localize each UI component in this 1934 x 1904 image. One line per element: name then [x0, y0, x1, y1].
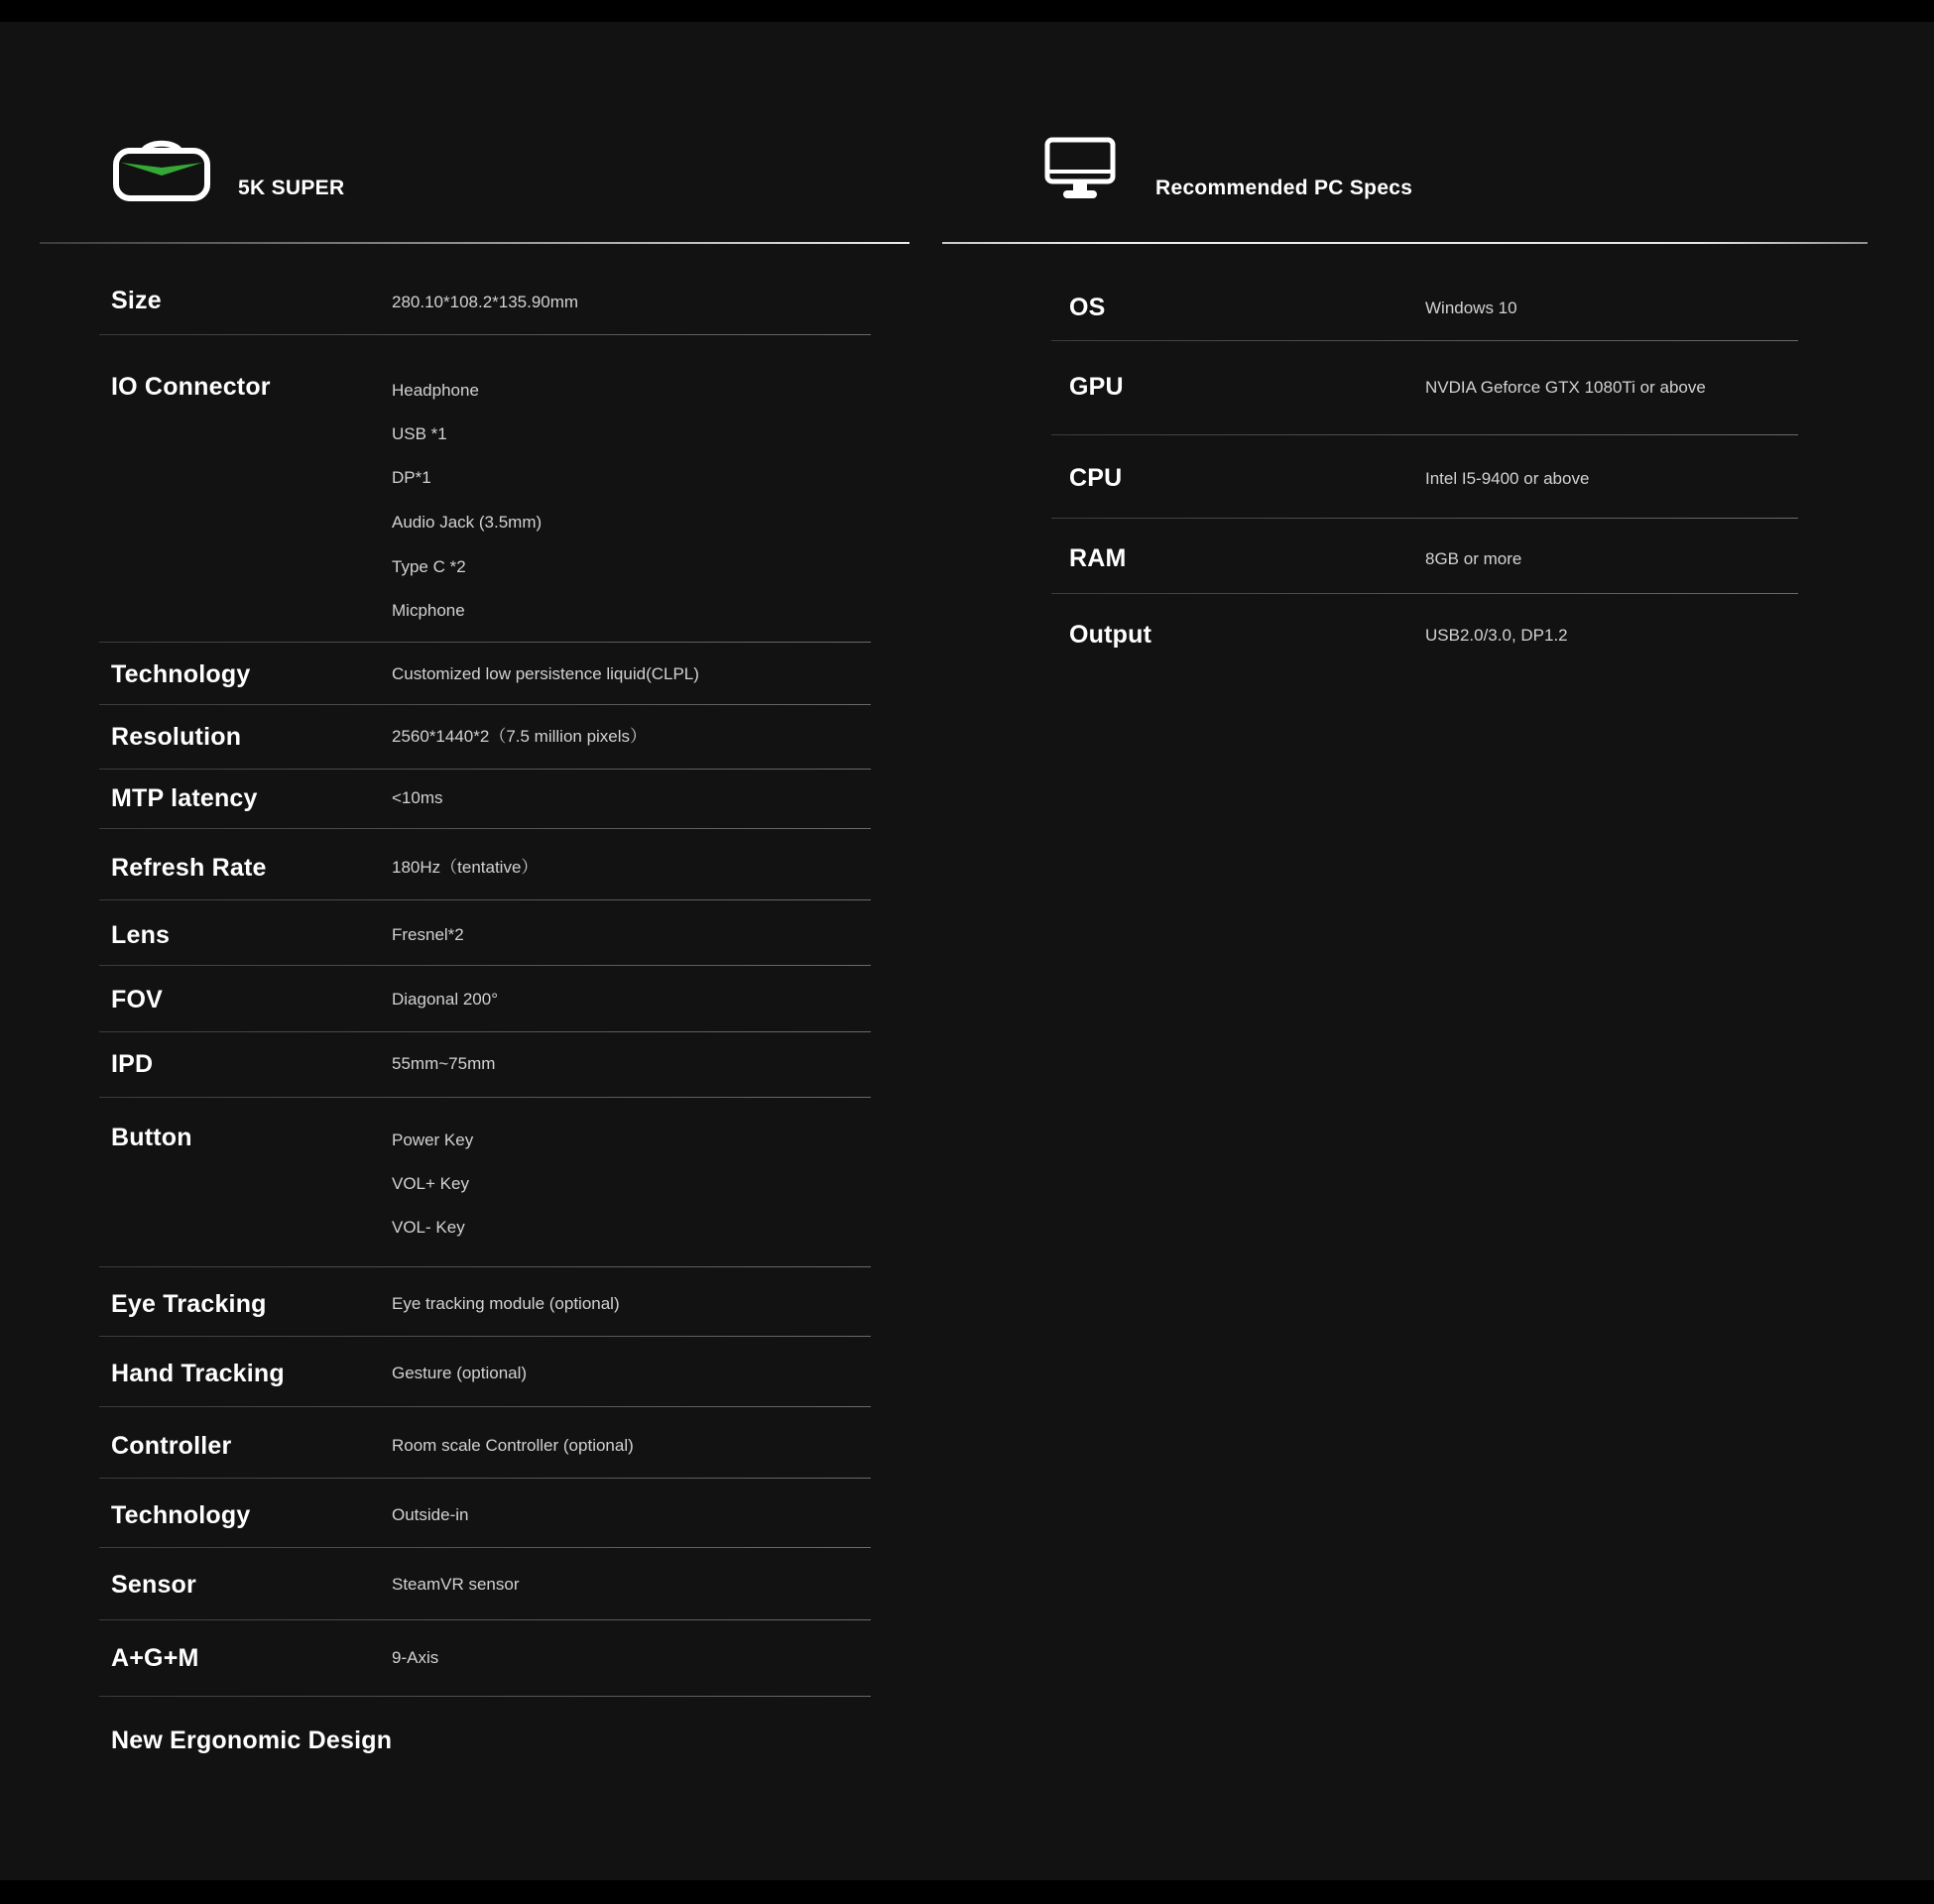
spec-value: Type C *2 — [392, 557, 466, 576]
row-divider — [99, 1406, 871, 1407]
spec-value: VOL- Key — [392, 1218, 465, 1237]
row-divider — [99, 769, 871, 770]
spec-value: VOL+ Key — [392, 1174, 469, 1193]
spec-label-os: OS — [1069, 294, 1106, 321]
row-divider — [99, 899, 871, 900]
row-divider — [1051, 340, 1798, 341]
row-divider — [1051, 593, 1798, 594]
spec-value: Eye tracking module (optional) — [392, 1294, 620, 1313]
spec-value: Customized low persistence liquid(CLPL) — [392, 664, 699, 683]
spec-value: 55mm~75mm — [392, 1054, 496, 1073]
row-divider — [99, 1696, 871, 1697]
spec-value: <10ms — [392, 788, 443, 807]
spec-value: 8GB or more — [1425, 549, 1522, 568]
spec-value: SteamVR sensor — [392, 1575, 520, 1594]
spec-label-output: Output — [1069, 621, 1152, 649]
spec-label-tracking-technology: Technology — [111, 1501, 251, 1529]
spec-label-ipd: IPD — [111, 1050, 154, 1078]
spec-value: Outside-in — [392, 1505, 469, 1524]
spec-label-mtp-latency: MTP latency — [111, 784, 258, 812]
row-divider — [1051, 518, 1798, 519]
spec-value: Windows 10 — [1425, 298, 1517, 317]
pc-specs-table — [1051, 0, 1798, 1904]
row-divider — [99, 828, 871, 829]
spec-label-size: Size — [111, 287, 162, 314]
row-divider — [99, 1478, 871, 1479]
spec-value: NVDIA Geforce GTX 1080Ti or above — [1425, 378, 1706, 397]
spec-label-refresh-rate: Refresh Rate — [111, 854, 267, 882]
spec-value: Power Key — [392, 1130, 474, 1149]
row-divider — [99, 1097, 871, 1098]
spec-value: Gesture (optional) — [392, 1364, 528, 1382]
spec-value: Room scale Controller (optional) — [392, 1436, 634, 1455]
row-divider — [99, 1336, 871, 1337]
spec-value: 280.10*108.2*135.90mm — [392, 293, 579, 311]
row-divider — [99, 1547, 871, 1548]
spec-value: Diagonal 200° — [392, 990, 498, 1009]
spec-label-gpu: GPU — [1069, 373, 1124, 401]
spec-label-technology: Technology — [111, 660, 251, 688]
left-panel-title: 5K SUPER — [238, 177, 345, 199]
row-divider — [99, 704, 871, 705]
spec-label-ram: RAM — [1069, 544, 1127, 572]
spec-value: Micphone — [392, 601, 465, 620]
spec-label-sensor: Sensor — [111, 1571, 196, 1599]
spec-value: USB *1 — [392, 424, 447, 443]
spec-label-cpu: CPU — [1069, 464, 1123, 492]
spec-value: 9-Axis — [392, 1648, 439, 1667]
spec-label-hand-tracking: Hand Tracking — [111, 1360, 285, 1387]
spec-value: Headphone — [392, 381, 479, 400]
spec-value: Audio Jack (3.5mm) — [392, 513, 543, 532]
spec-label-button: Button — [111, 1124, 192, 1151]
row-divider — [99, 965, 871, 966]
headset-spec-table — [99, 0, 871, 1904]
spec-value: USB2.0/3.0, DP1.2 — [1425, 626, 1568, 645]
spec-label-new-ergonomic-design: New Ergonomic Design — [111, 1726, 393, 1754]
row-divider — [99, 334, 871, 335]
spec-label-lens: Lens — [111, 921, 171, 949]
spec-value: 2560*1440*2（7.5 million pixels） — [392, 727, 648, 746]
row-divider — [1051, 434, 1798, 435]
row-divider — [99, 1619, 871, 1620]
spec-label-eye-tracking: Eye Tracking — [111, 1290, 267, 1318]
row-divider — [99, 1031, 871, 1032]
spec-label-resolution: Resolution — [111, 723, 242, 751]
spec-label-controller: Controller — [111, 1432, 232, 1460]
spec-label-fov: FOV — [111, 986, 163, 1013]
row-divider — [99, 1266, 871, 1267]
spec-label-io-connector: IO Connector — [111, 373, 271, 401]
spec-label-agm: A+G+M — [111, 1644, 199, 1672]
row-divider — [99, 642, 871, 643]
spec-value: 180Hz（tentative） — [392, 858, 539, 877]
right-panel-title: Recommended PC Specs — [1155, 177, 1413, 199]
spec-value: Fresnel*2 — [392, 925, 464, 944]
spec-value: DP*1 — [392, 468, 431, 487]
spec-value: Intel I5-9400 or above — [1425, 469, 1590, 488]
